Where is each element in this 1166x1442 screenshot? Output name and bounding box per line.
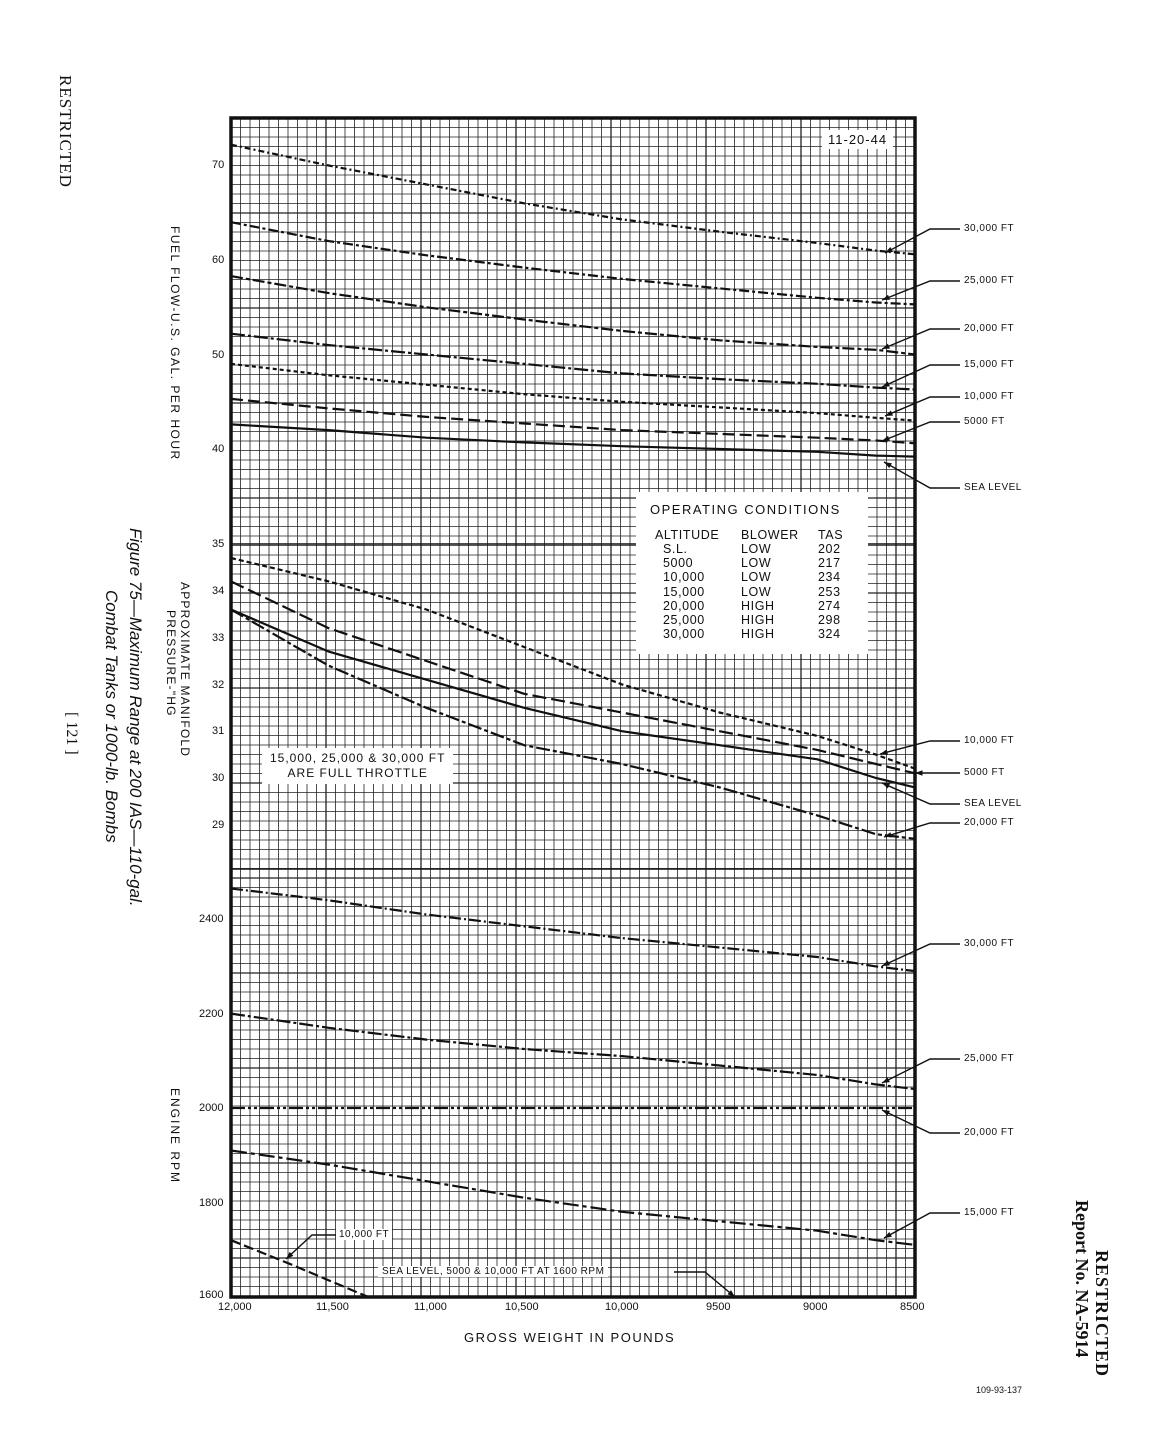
conditions-cell-blower: HIGH <box>741 598 775 613</box>
manifold-label-20000: 20,000 FT <box>964 817 1015 828</box>
fuel-tick-60: 60 <box>212 254 225 266</box>
leader-line <box>882 1110 960 1133</box>
conditions-header-blower: BLOWER <box>741 528 799 542</box>
conditions-header-altitude: ALTITUDE <box>655 528 720 542</box>
date-stamp: 11-20-44 <box>822 130 893 149</box>
leader-arrowhead <box>884 462 892 468</box>
conditions-cell-altitude: S.L. <box>663 542 688 556</box>
rpm-tick-2200: 2200 <box>199 1008 224 1020</box>
restricted-right: RESTRICTED <box>1092 1250 1112 1378</box>
fuel-label-sea-level: SEA LEVEL <box>964 482 1022 493</box>
leader-line <box>880 741 960 754</box>
fuel-tick-70: 70 <box>212 159 225 171</box>
rpm-tick-2000: 2000 <box>199 1102 224 1114</box>
x-tick-11000: 11,000 <box>414 1301 447 1313</box>
rpm-label-20000: 20,000 FT <box>964 1127 1015 1138</box>
conditions-cell-blower: LOW <box>741 570 772 585</box>
fuel-label-10000: 10,000 FT <box>964 391 1015 402</box>
fuel-tick-40: 40 <box>212 443 225 455</box>
x-axis-label: GROSS WEIGHT IN POUNDS <box>464 1330 676 1345</box>
conditions-header-tas: TAS <box>818 528 844 542</box>
manifold-label-5000: 5000 FT <box>964 767 1005 778</box>
restricted-left: RESTRICTED <box>56 75 75 188</box>
rpm-inner-label-10000: 10,000 FT <box>336 1229 392 1240</box>
conditions-cell-altitude: 5000 <box>663 556 694 571</box>
manifold-axis-label-line2: PRESSURE-"HG <box>164 610 178 717</box>
conditions-cell-altitude: 20,000 <box>663 598 705 613</box>
leader-arrowhead <box>882 1077 890 1083</box>
full-throttle-note-line1: 15,000, 25,000 & 30,000 FT <box>270 751 446 765</box>
conditions-cell-tas: 217 <box>818 556 841 571</box>
rpm-tick-1800: 1800 <box>199 1197 224 1209</box>
sea-level-note: SEA LEVEL, 5000 & 10,000 FT AT 1600 RPM <box>378 1266 608 1277</box>
leader-line <box>882 944 960 966</box>
conditions-cell-tas: 298 <box>818 613 841 627</box>
fuel-flow-axis-label: FUEL FLOW-U.S. GAL. PER HOUR <box>168 226 182 461</box>
leader-arrowhead <box>882 295 890 300</box>
rpm-tick-2400: 2400 <box>199 913 224 925</box>
leader-arrowhead <box>880 750 888 755</box>
conditions-cell-blower: LOW <box>741 542 772 556</box>
x-tick-10000: 10,000 <box>605 1301 639 1313</box>
x-tick-9500: 9500 <box>706 1301 731 1313</box>
manifold-tick-30: 30 <box>212 772 225 784</box>
conditions-cell-blower: LOW <box>741 584 772 599</box>
rpm-label-25000: 25,000 FT <box>964 1053 1015 1064</box>
manifold-tick-34: 34 <box>212 585 225 597</box>
conditions-cell-altitude: 10,000 <box>663 570 705 585</box>
figure-caption-line2: Combat Tanks or 1000-lb. Bombs <box>102 590 121 843</box>
x-tick-12000: 12,000 <box>218 1301 252 1313</box>
conditions-cell-blower: HIGH <box>741 627 775 642</box>
leader-line <box>674 1272 735 1297</box>
conditions-cell-tas: 253 <box>818 584 841 599</box>
fuel-tick-50: 50 <box>212 349 225 361</box>
fuel-label-25000: 25,000 FT <box>964 275 1015 286</box>
x-tick-11500: 11,500 <box>316 1301 349 1313</box>
doc-code: 109-93-137 <box>976 1385 1023 1395</box>
operating-conditions-box <box>636 492 868 654</box>
conditions-title: OPERATING CONDITIONS <box>650 502 841 517</box>
manifold-tick-31: 31 <box>212 725 225 737</box>
conditions-cell-tas: 274 <box>818 598 841 613</box>
rpm-label-15000: 15,000 FT <box>964 1207 1015 1218</box>
fuel-label-20000: 20,000 FT <box>964 323 1015 334</box>
manifold-tick-29: 29 <box>212 819 225 831</box>
x-tick-10500: 10,500 <box>505 1301 539 1313</box>
fuel-label-15000: 15,000 FT <box>964 359 1015 370</box>
conditions-cell-blower: HIGH <box>741 613 775 627</box>
fuel-label-5000: 5000 FT <box>964 416 1005 427</box>
fuel-label-30000: 30,000 FT <box>964 223 1015 234</box>
rpm-label-30000: 30,000 FT <box>964 938 1015 949</box>
conditions-cell-blower: LOW <box>741 556 772 571</box>
full-throttle-note <box>262 748 453 784</box>
manifold-axis-label-line1: APPROXIMATE MANIFOLD <box>178 582 192 758</box>
leader-arrowhead <box>882 783 890 789</box>
rpm-tick-1600: 1600 <box>199 1289 224 1301</box>
leader-line <box>882 281 960 300</box>
conditions-cell-altitude: 30,000 <box>663 627 705 642</box>
leader-line <box>882 1059 960 1083</box>
conditions-cell-tas: 234 <box>818 570 841 585</box>
conditions-cell-tas: 324 <box>818 627 841 642</box>
leader-line <box>882 783 960 804</box>
leader-arrowhead <box>882 1110 890 1116</box>
manifold-label-10000: 10,000 FT <box>964 735 1015 746</box>
leader-arrowhead <box>882 436 890 441</box>
conditions-cell-altitude: 25,000 <box>663 613 705 627</box>
full-throttle-note-line2: ARE FULL THROTTLE <box>287 766 428 780</box>
conditions-cell-altitude: 15,000 <box>663 584 705 599</box>
rpm-axis-label: ENGINE RPM <box>168 1088 182 1185</box>
manifold-tick-33: 33 <box>212 632 225 644</box>
page-number: [ 121 ] <box>63 712 80 755</box>
manifold-label-sea-level: SEA LEVEL <box>964 798 1022 809</box>
manifold-tick-35: 35 <box>212 538 225 550</box>
figure-caption-line1: Figure 75—Maximum Range at 200 IAS—110-gal. <box>126 528 145 907</box>
manifold-tick-32: 32 <box>212 679 225 691</box>
x-tick-9000: 9000 <box>803 1301 828 1313</box>
report-number: Report No. NA-5914 <box>1072 1200 1092 1358</box>
conditions-cell-tas: 202 <box>818 542 841 556</box>
x-tick-8500: 8500 <box>900 1301 925 1313</box>
leader-arrowhead <box>884 1232 892 1238</box>
